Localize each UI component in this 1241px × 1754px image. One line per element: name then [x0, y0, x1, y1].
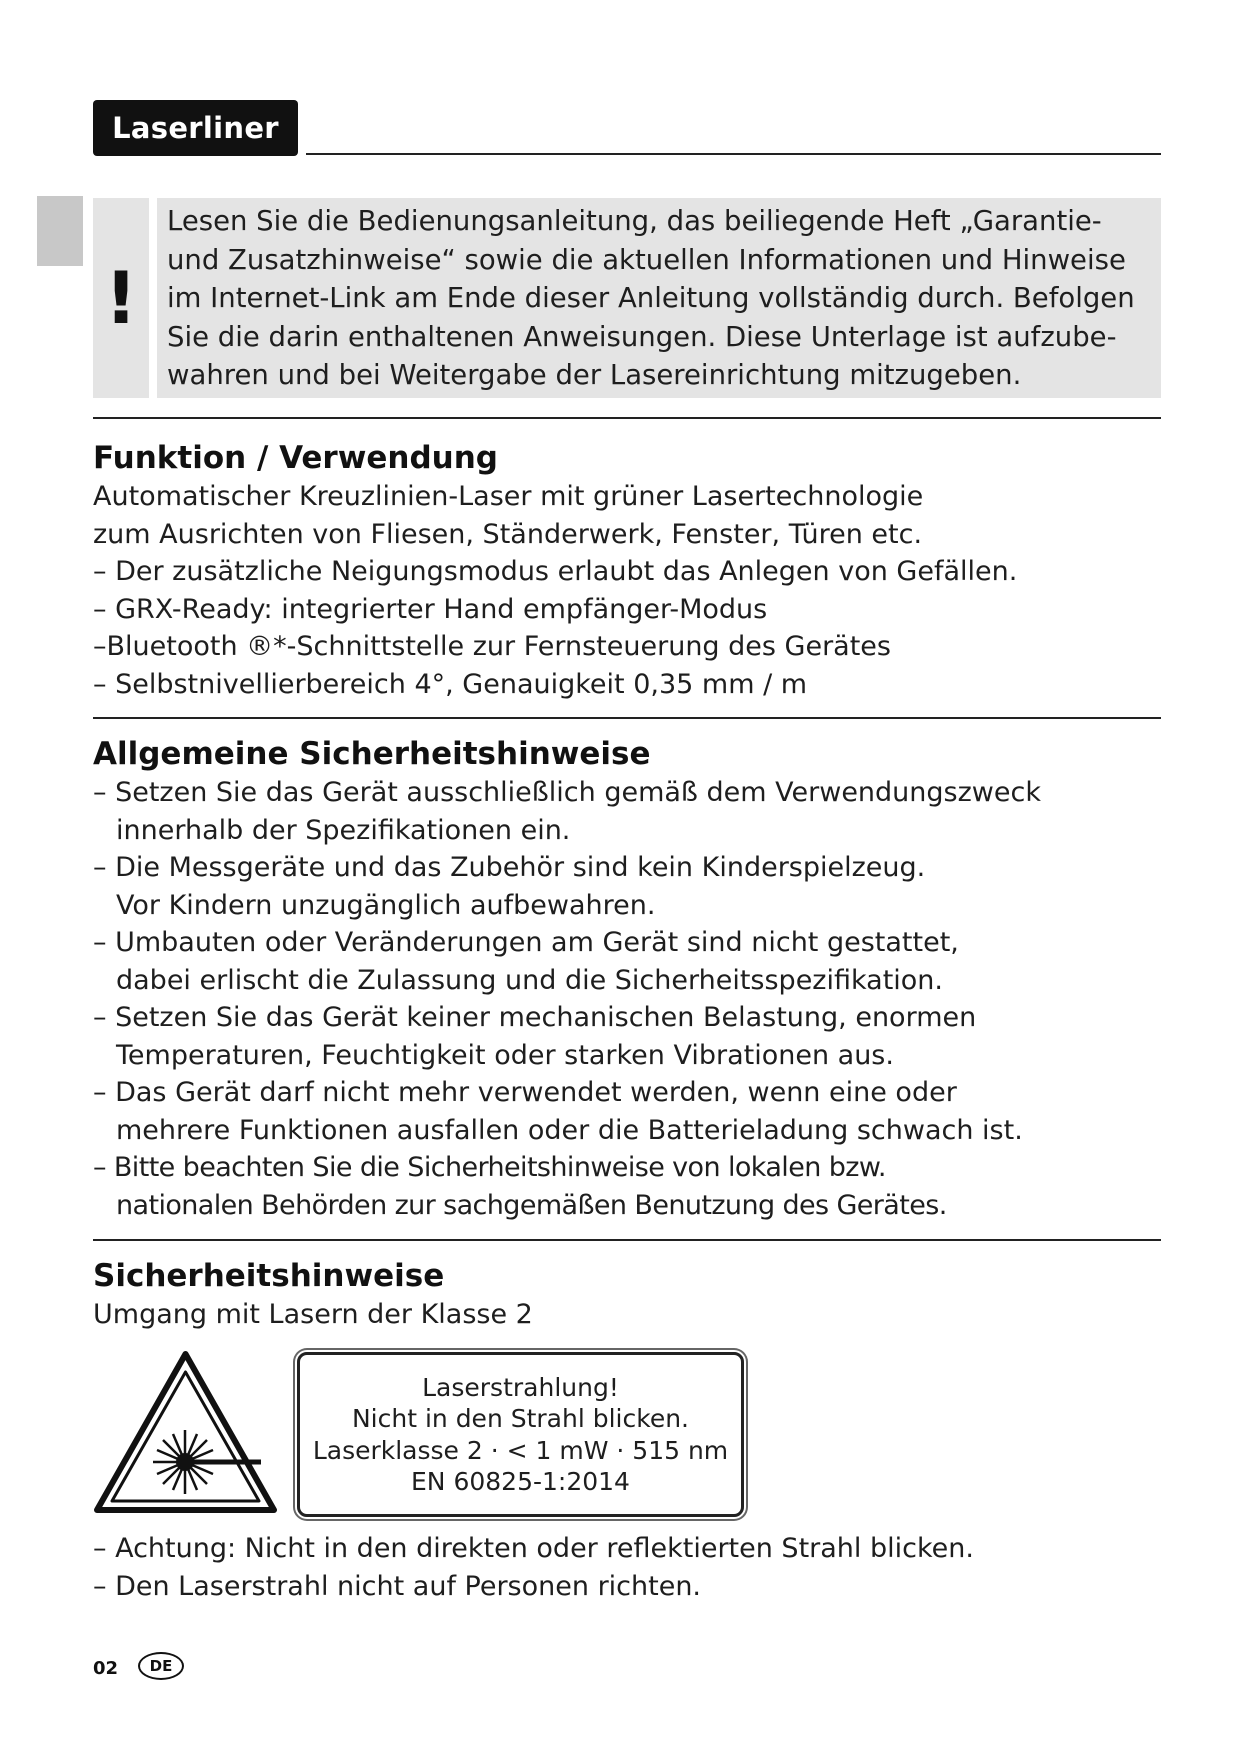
language-badge: DE [138, 1652, 184, 1680]
notice-line: Sie die darin enthaltenen Anweisungen. Diese Unterlage ist aufzube- [167, 320, 1117, 353]
section-title: Sicherheitshinweise [93, 1258, 445, 1294]
list-item: – GRX-Ready: integrierter Hand empfänger-Modus [93, 593, 768, 625]
notice-line: und Zusatzhinweise“ sowie die aktuellen Informationen und Hinweise [167, 243, 1126, 276]
section-title: Funktion / Verwendung [93, 440, 498, 476]
safety-section [93, 1256, 1161, 1334]
list-item: – Den Laserstrahl nicht auf Personen richten. [93, 1570, 702, 1602]
label-line: Laserklasse 2 · < 1 mW · 515 nm [312, 1435, 729, 1465]
list-item-continuation: nationalen Behörden zur sachgemäßen Benutzung des Gerätes. [116, 1189, 947, 1221]
notice-line: im Internet-Link am Ende dieser Anleitung vollständig durch. Befolgen [167, 282, 1135, 314]
list-item: – Setzen Sie das Gerät ausschließlich gemäß dem Verwendungszweck [93, 777, 1041, 808]
list-item: – Achtung: Nicht in den direkten oder reflektierten Strahl blicken. [93, 1533, 974, 1564]
list-item: –Bluetooth ®*-Schnittstelle zur Fernsteuerung des Gerätes [93, 631, 891, 662]
list-item: – Setzen Sie das Gerät keiner mechanischen Belastung, enormen [93, 1002, 977, 1033]
list-item: – Der zusätzliche Neigungsmodus erlaubt das Anlegen von Gefällen. [93, 556, 1018, 587]
list-item-continuation: Temperaturen, Feuchtigkeit oder starken Vibrationen aus. [116, 1039, 894, 1071]
laser-warning-icon [93, 1350, 278, 1515]
list-item-continuation: dabei erlischt die Zulassung und die Sicherheitsspezifikation. [116, 964, 943, 996]
notice-line: wahren und bei Weitergabe der Lasereinrichtung mitzugeben. [167, 359, 1022, 391]
section-divider [93, 417, 1161, 419]
section-tab-marker [37, 196, 83, 266]
function-section [93, 438, 1161, 703]
list-item: – Selbstnivellierbereich 4°, Genauigkeit 0,35 mm / m [93, 668, 808, 700]
page-number: 02 [93, 1658, 119, 1679]
section-subtitle: Umgang mit Lasern der Klasse 2 [93, 1299, 533, 1330]
label-line: Nicht in den Strahl blicken. [351, 1404, 690, 1433]
notice-box [93, 198, 1161, 398]
text-line: zum Ausrichten von Fliesen, Ständerwerk, Fenster, Türen etc. [93, 518, 923, 550]
safety-notes [93, 1530, 1161, 1605]
section-title: Allgemeine Sicherheitshinweise [93, 736, 651, 772]
general-safety-section [93, 734, 1161, 1224]
list-item: – Das Gerät darf nicht mehr verwendet werden, wenn eine oder [93, 1077, 957, 1108]
section-divider [93, 1239, 1161, 1241]
list-item-continuation: mehrere Funktionen ausfallen oder die Batterieladung schwach ist. [116, 1114, 1023, 1146]
list-item-continuation: Vor Kindern unzugänglich aufbewahren. [116, 889, 656, 921]
list-item: – Bitte beachten Sie die Sicherheitshinweise von lokalen bzw. [93, 1152, 886, 1183]
section-divider [93, 717, 1161, 719]
exclamation-icon: ! [93, 198, 149, 398]
label-line: Laserstrahlung! [422, 1372, 619, 1402]
list-item: – Umbauten oder Veränderungen am Gerät sind nicht gestattet, [93, 927, 959, 958]
label-line: EN 60825-1:2014 [411, 1467, 630, 1496]
text-line: Automatischer Kreuzlinien-Laser mit grüner Lasertechnologie [93, 481, 924, 512]
header-divider [306, 153, 1161, 155]
notice-line: Lesen Sie die Bedienungsanleitung, das beiliegende Heft „Garantie- [167, 205, 1102, 237]
list-item: – Die Messgeräte und das Zubehör sind kein Kinderspielzeug. [93, 852, 926, 883]
list-item-continuation: innerhalb der Spezifikationen ein. [116, 814, 571, 846]
brand-logo: Laserliner [93, 100, 298, 156]
laser-class-label [297, 1352, 744, 1517]
notice-text [157, 198, 1161, 398]
